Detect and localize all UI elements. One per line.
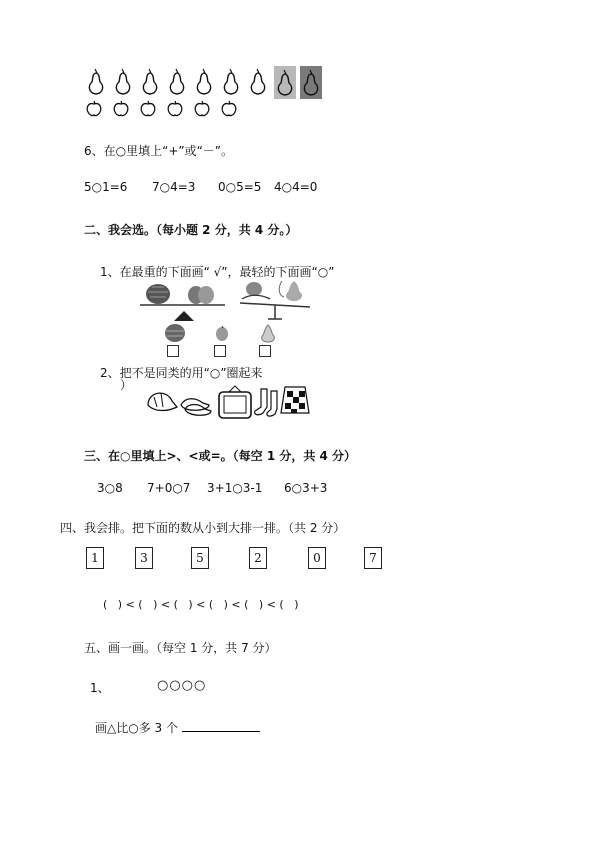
objects-image xyxy=(145,383,310,421)
pear-row xyxy=(84,66,334,100)
apple-icons xyxy=(84,98,254,118)
number-box-6: 7 xyxy=(364,547,382,569)
number-box-2: 3 xyxy=(135,547,153,569)
section5-instruction: 画△比○多 3 个 xyxy=(95,721,178,735)
section3-heading: 三、在○里填上>、<或=。（每空 1 分，共 4 分） xyxy=(84,449,357,463)
balance-scales-image xyxy=(140,277,310,327)
number-box-4: 2 xyxy=(249,547,267,569)
section2-heading: 二、我会选。（每小题 2 分，共 4 分。） xyxy=(84,223,298,237)
apple-row xyxy=(84,98,254,118)
choice-pictures xyxy=(160,322,280,344)
q6-item-4: 4○4=0 xyxy=(274,180,318,194)
section5-heading: 五、画一画。（每空 1 分，共 7 分） xyxy=(84,641,277,655)
objects-row xyxy=(145,383,310,421)
q6-item-1: 5○1=6 xyxy=(84,180,128,194)
number-box-1: 1 xyxy=(86,547,104,569)
q6-item-2: 7○4=3 xyxy=(152,180,196,194)
section2-q1: 1、在最重的下面画“ √”，最轻的下面画“○” xyxy=(100,265,335,279)
section5-q1-label: 1、 xyxy=(90,681,110,695)
section2-q2: 2、把不是同类的用“○”圈起来 xyxy=(100,366,263,380)
number-box-5: 0 xyxy=(308,547,326,569)
q6-item-3: 0○5=5 xyxy=(218,180,262,194)
choice-box-watermelon[interactable] xyxy=(167,345,179,357)
number-box-3: 5 xyxy=(191,547,209,569)
choice-box-pear[interactable] xyxy=(259,345,271,357)
pear-icons xyxy=(84,66,334,100)
drawing-answer-line[interactable] xyxy=(182,731,260,732)
section3-item-1: 3○8 xyxy=(97,481,123,495)
section5-circles: ○○○○ xyxy=(157,678,207,693)
order-answer-line[interactable]: ( ) < ( ) < ( ) < ( ) < ( ) < ( ) xyxy=(103,598,299,611)
section3-item-4: 6○3+3 xyxy=(284,481,328,495)
section4-heading: 四、我会排。把下面的数从小到大排一排。（共 2 分） xyxy=(60,521,346,535)
scale-picture xyxy=(140,277,310,327)
section3-item-3: 3+1○3-1 xyxy=(207,481,263,495)
section3-item-2: 7+0○7 xyxy=(147,481,191,495)
choice-box-apple[interactable] xyxy=(214,345,226,357)
q6-label: 6、在○里填上“+”或“－”。 xyxy=(84,144,234,158)
fruit-choices-image xyxy=(160,322,280,344)
section2-q2-paren: ） xyxy=(120,378,133,392)
